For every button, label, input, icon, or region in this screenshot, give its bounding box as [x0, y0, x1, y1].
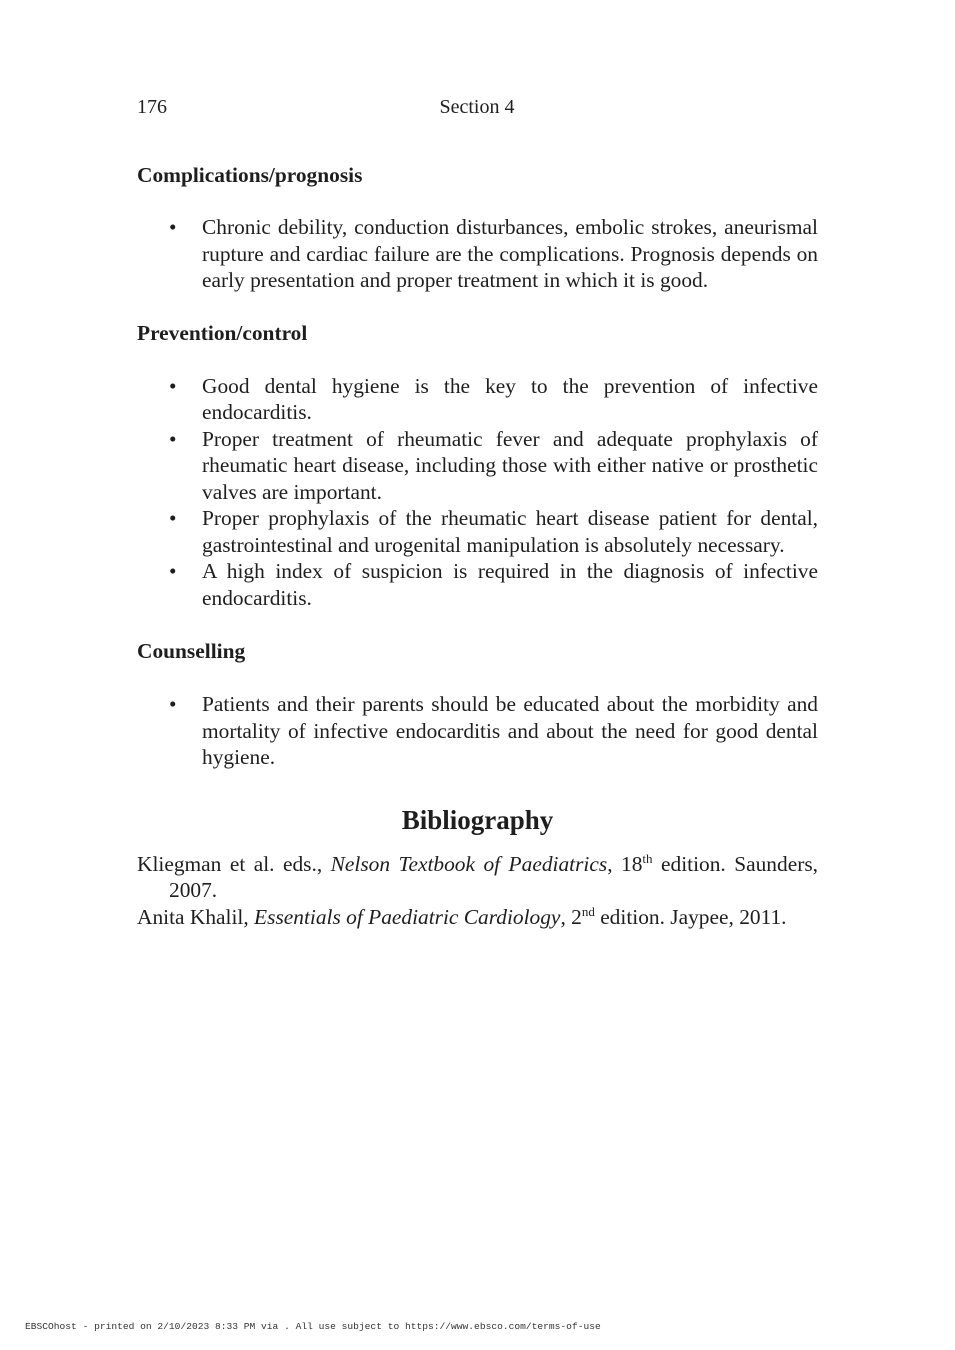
- section-complications: [137, 162, 818, 294]
- bullet-icon: •: [169, 373, 177, 398]
- bullet-icon: •: [169, 692, 177, 716]
- section-counselling: [137, 638, 818, 771]
- list-item: [137, 373, 818, 426]
- reference-publisher: edition. Saunders, 2007.: [169, 851, 818, 902]
- bullet-list: [137, 214, 818, 294]
- section-heading: Complications/prognosis: [137, 163, 363, 187]
- page-content: [137, 162, 818, 930]
- list-item-text: Chronic debility, conduction disturbances, embolic strokes, aneurismal rupture and cardiac failure are the complications. Prognosis depends on early presentation and proper treatment in which it is good.: [202, 215, 818, 292]
- page-number: 176: [137, 96, 167, 118]
- bullet-icon: •: [169, 426, 177, 451]
- print-footer: EBSCOhost - printed on 2/10/2023 8:33 PM via . All use subject to https://www.ebsco.com/terms-of-use: [25, 1321, 601, 1332]
- reference-edition-number: 2: [571, 904, 582, 929]
- list-item-text: Good dental hygiene is the key to the prevention of infective endocarditis.: [202, 373, 818, 424]
- bullet-icon: •: [169, 506, 177, 530]
- reference-edition-suffix: th: [642, 850, 653, 866]
- list-item-text: Proper prophylaxis of the rheumatic heart disease patient for dental, gastrointestinal and urogenital manipulation is absolutely necessary.: [202, 506, 818, 557]
- section-prevention: [137, 320, 818, 612]
- bullet-icon: •: [169, 215, 177, 239]
- reference-title: Essentials of Paediatric Cardiology: [254, 904, 561, 929]
- section-heading: Counselling: [137, 639, 246, 663]
- reference-edition-suffix: nd: [581, 903, 595, 919]
- reference-separator: ,: [560, 904, 572, 929]
- list-item-text: A high index of suspicion is required in the diagnosis of infective endocarditis.: [202, 559, 818, 610]
- list-item-text: Patients and their parents should be educated about the morbidity and mortality of infective endocarditis and about the need for good dental hygiene.: [202, 692, 818, 769]
- list-item-text: Proper treatment of rheumatic fever and adequate prophylaxis of rheumatic heart disease, including those with either native or prosthetic valves are important.: [202, 426, 818, 504]
- reference-authors: Anita Khalil,: [137, 904, 255, 929]
- bullet-icon: •: [169, 559, 177, 583]
- reference-title: Nelson Textbook of Paediatrics: [330, 851, 608, 876]
- list-item: [137, 558, 818, 611]
- list-item: [137, 426, 818, 506]
- bibliography-title: Bibliography: [401, 804, 554, 835]
- list-item: [137, 505, 818, 558]
- reference-authors: Kliegman et al. eds.,: [137, 851, 331, 876]
- page-header: [137, 96, 817, 122]
- bibliography-reference: [137, 851, 818, 904]
- list-item: [137, 214, 818, 294]
- reference-separator: ,: [607, 851, 622, 876]
- bullet-list: [137, 691, 818, 771]
- reference-edition-number: 18: [621, 851, 643, 876]
- bibliography-reference: [137, 904, 818, 931]
- section-heading: Prevention/control: [137, 320, 308, 345]
- reference-publisher: edition. Jaypee, 2011.: [594, 904, 787, 929]
- section-label: Section 4: [439, 96, 515, 118]
- bullet-list: [137, 373, 818, 612]
- list-item: [137, 691, 818, 771]
